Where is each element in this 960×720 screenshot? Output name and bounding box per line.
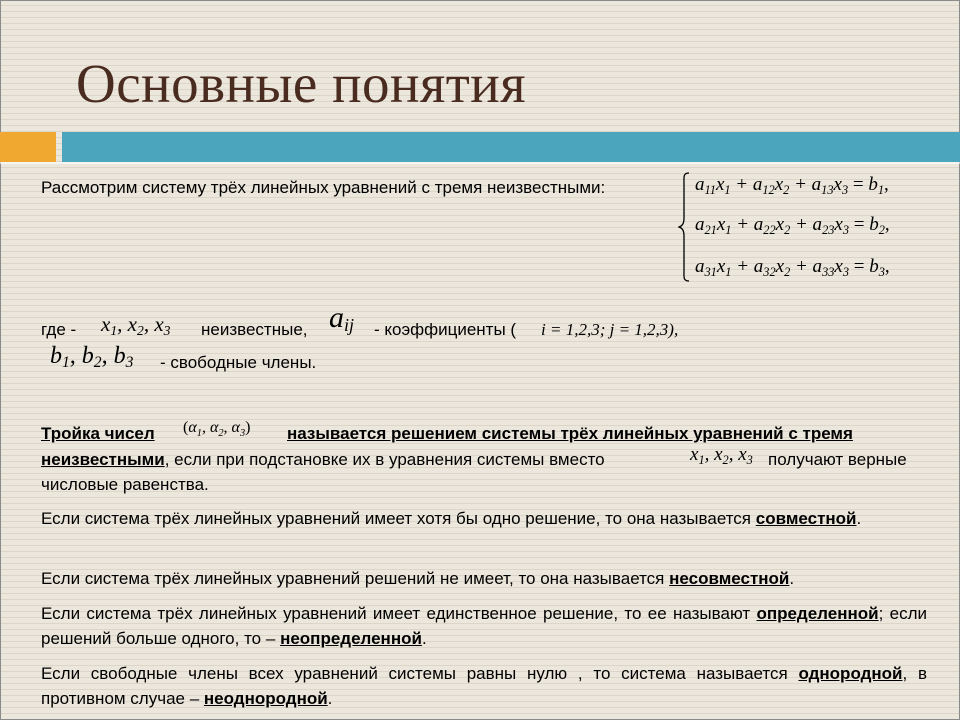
equation-row: $a_{11}x_1 + a_{12}x_2 + a_{13}x_3 = b_1$, [695,174,889,197]
system-brace [678,172,690,282]
solution-term-start: Тройка чисел [41,424,155,443]
coefficient-symbol: $a_{ij}$ [329,301,355,335]
accent-divider [0,162,960,164]
unknowns-label: неизвестные, [201,320,308,339]
unknowns-symbols: $x_1$, $x_2$, $x_3$ [101,312,171,338]
free-terms-label: - свободные члены. [160,353,317,372]
solution-triple: ($\alpha_1$, $\alpha_2$, $\alpha_3$) [183,419,251,439]
coefficients-label: - коэффициенты ( [374,320,517,339]
paragraph-consistent: Если система трёх линейных уравнений имеет хотя бы одно решение, то она называется совместной. [41,509,862,528]
index-range: i = 1,2,3; j = 1,2,3), [541,320,679,339]
intro-text: Рассмотрим систему трёх линейных уравнений с тремя неизвестными: [41,178,606,197]
where-label: где - [41,320,77,339]
free-terms-symbols: $b_1$, $b_2$, $b_3$ [50,343,134,371]
paragraph-inconsistent: Если система трёх линейных уравнений решений не имеет, то она называется несовместной. [41,569,795,588]
solution-line2: неизвестными, если при подстановке их в уравнения системы вместо [41,450,605,469]
paragraph-determined: Если система трёх линейных уравнений имеет единственное решение, то ее называют определенной; если решений больше одного, то – неопределенной. [41,604,927,648]
equation-row: $a_{31}x_1 + a_{32}x_2 + a_{33}x_3 = b_3$, [695,256,890,279]
solution-rest: получают верные [768,450,907,469]
slide-title: Основные понятия [76,53,527,114]
solution-term-end: называется решением системы трёх линейных уравнений с тремя [287,424,853,443]
equation-row: $a_{21}x_1 + a_{22}x_2 + a_{23}x_3 = b_2$, [695,214,890,237]
accent-bar-blue [62,132,960,162]
solution-line3: числовые равенства. [41,475,209,494]
solution-variables: $x_1$, $x_2$, $x_3$ [690,444,753,467]
paragraph-homogeneous: Если свободные члены всех уравнений системы равны нулю , то система называется однородной, в противном случае – неоднородной. [41,664,927,708]
accent-bar-orange [0,132,56,162]
